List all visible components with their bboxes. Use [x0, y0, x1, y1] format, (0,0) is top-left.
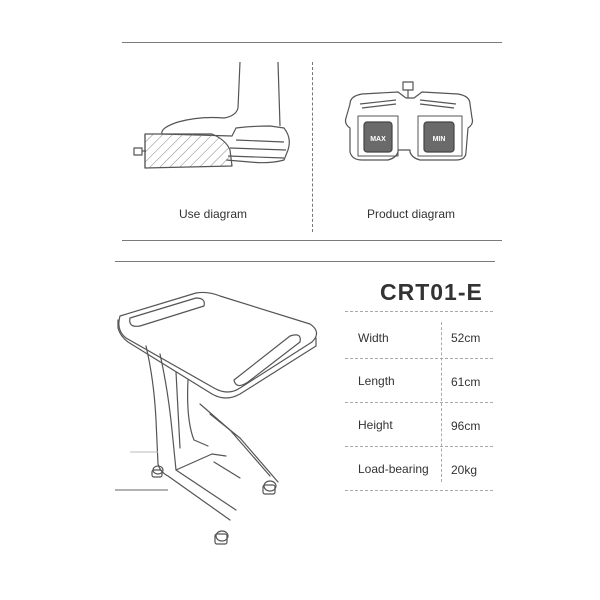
spec-value-height: 96cm [451, 419, 481, 433]
pedal-min-label: MIN [432, 136, 446, 143]
spec-divider-2 [345, 402, 493, 403]
spec-label-height: Height [358, 418, 393, 432]
spec-label-width: Width [358, 331, 389, 345]
spec-divider-3 [345, 446, 493, 447]
spec-value-length: 61cm [451, 375, 481, 389]
spec-label-load-bearing: Load-bearing [358, 462, 429, 476]
spec-divider-top [345, 311, 493, 312]
spec-column-divider [441, 322, 442, 482]
spec-divider-1 [345, 358, 493, 359]
spec-value-width: 52cm [451, 331, 481, 345]
use-diagram-caption: Use diagram [178, 207, 248, 221]
spec-divider-bottom [345, 490, 493, 491]
model-number: CRT01-E [380, 279, 483, 305]
spec-label-length: Length [358, 374, 395, 388]
spec-value-load-bearing: 20kg [451, 463, 478, 477]
product-diagram-caption: Product diagram [366, 207, 456, 221]
pedal-max-label: MAX [370, 136, 386, 143]
